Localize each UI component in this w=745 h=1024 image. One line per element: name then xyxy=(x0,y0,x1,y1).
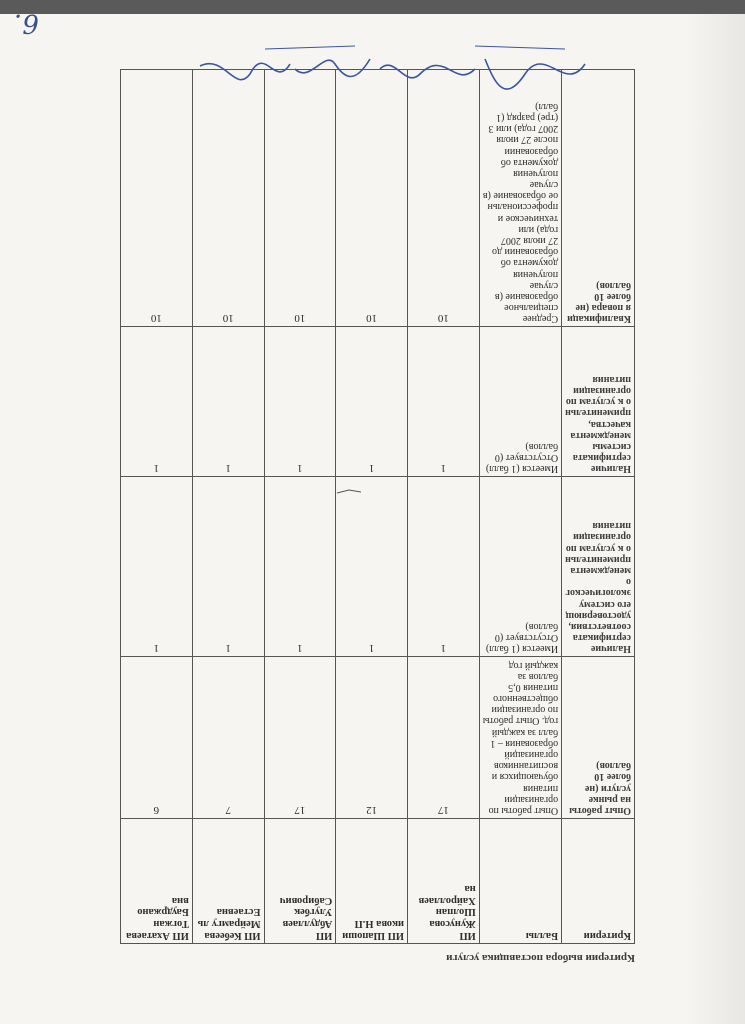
criterion-cell: Наличие сертификата соответствия, удостоверяющего систему экологического менеджмента применительно к услугам по организации питания xyxy=(562,477,635,657)
value-cell: 1 xyxy=(264,477,336,657)
value-cell: 1 xyxy=(336,327,408,477)
table-row xyxy=(121,327,635,477)
table-row xyxy=(121,657,635,819)
value-cell: 1 xyxy=(121,327,193,477)
header-supplier: ИП Ахатаева Тогжан Баудржано вна xyxy=(121,819,193,944)
header-criteria: Критерии xyxy=(562,819,635,944)
header-supplier: ИП Абдуллаев Улугбек Сабирович xyxy=(264,819,336,944)
pen-mark xyxy=(335,485,363,497)
table-row xyxy=(121,70,635,327)
score-rule-cell: Имеется (1 балл) Отсутствует (0 баллов) xyxy=(479,477,561,657)
value-cell: 1 xyxy=(121,477,193,657)
header-scores: Баллы xyxy=(479,819,561,944)
value-cell: 1 xyxy=(264,327,336,477)
value-cell: 1 xyxy=(192,327,264,477)
page-number: 6. xyxy=(14,8,39,38)
value-cell: 1 xyxy=(408,327,480,477)
handwritten-signatures xyxy=(175,34,595,104)
header-supplier: ИП Жунусова Шолпан Хайроллаев на xyxy=(408,819,480,944)
criteria-table xyxy=(120,69,635,944)
header-supplier: ИП Кебеева Мейрамгу ль Естаевна xyxy=(192,819,264,944)
value-cell: 7 xyxy=(192,657,264,819)
value-cell: 10 xyxy=(408,70,480,327)
value-cell: 10 xyxy=(336,70,408,327)
score-rule-cell: Имеется (1 балл) Отсутствует (0 баллов) xyxy=(479,327,561,477)
value-cell: 1 xyxy=(336,477,408,657)
value-cell: 17 xyxy=(408,657,480,819)
document-title: Критерии выбора поставщика услуги xyxy=(446,952,635,964)
table-row xyxy=(121,477,635,657)
value-cell: 17 xyxy=(264,657,336,819)
value-cell: 12 xyxy=(336,657,408,819)
header-supplier: ИП Шапоши икова Н.П xyxy=(336,819,408,944)
criterion-cell: Квалификация повара (не более 10 баллов) xyxy=(562,70,635,327)
table-header-row xyxy=(121,819,635,944)
score-rule-cell: Опыт работы по организации питания обучающихся и воспитанников организаций образования – 1 балл за каждый год. Опыт работы по организации общественного питания 0,5 баллов за каждый год xyxy=(479,657,561,819)
criterion-cell: Наличие сертификата системы менеджмента качества, применительно к услугам по организации питания xyxy=(562,327,635,477)
value-cell: 10 xyxy=(192,70,264,327)
value-cell: 6 xyxy=(121,657,193,819)
value-cell: 1 xyxy=(408,477,480,657)
score-rule-cell: Среднее специальное образование (в случае получения документа об образовании до 27 июля 2007 года) или техническое и профессиональное образование (в случае получения документа об образовании после 27 июля 2007 года) или 3 (тре) разряд (1 балл) xyxy=(479,70,561,327)
value-cell: 1 xyxy=(192,477,264,657)
value-cell: 10 xyxy=(121,70,193,327)
criterion-cell: Опыт работы на рынке услуги (не более 10 баллов) xyxy=(562,657,635,819)
value-cell: 10 xyxy=(264,70,336,327)
